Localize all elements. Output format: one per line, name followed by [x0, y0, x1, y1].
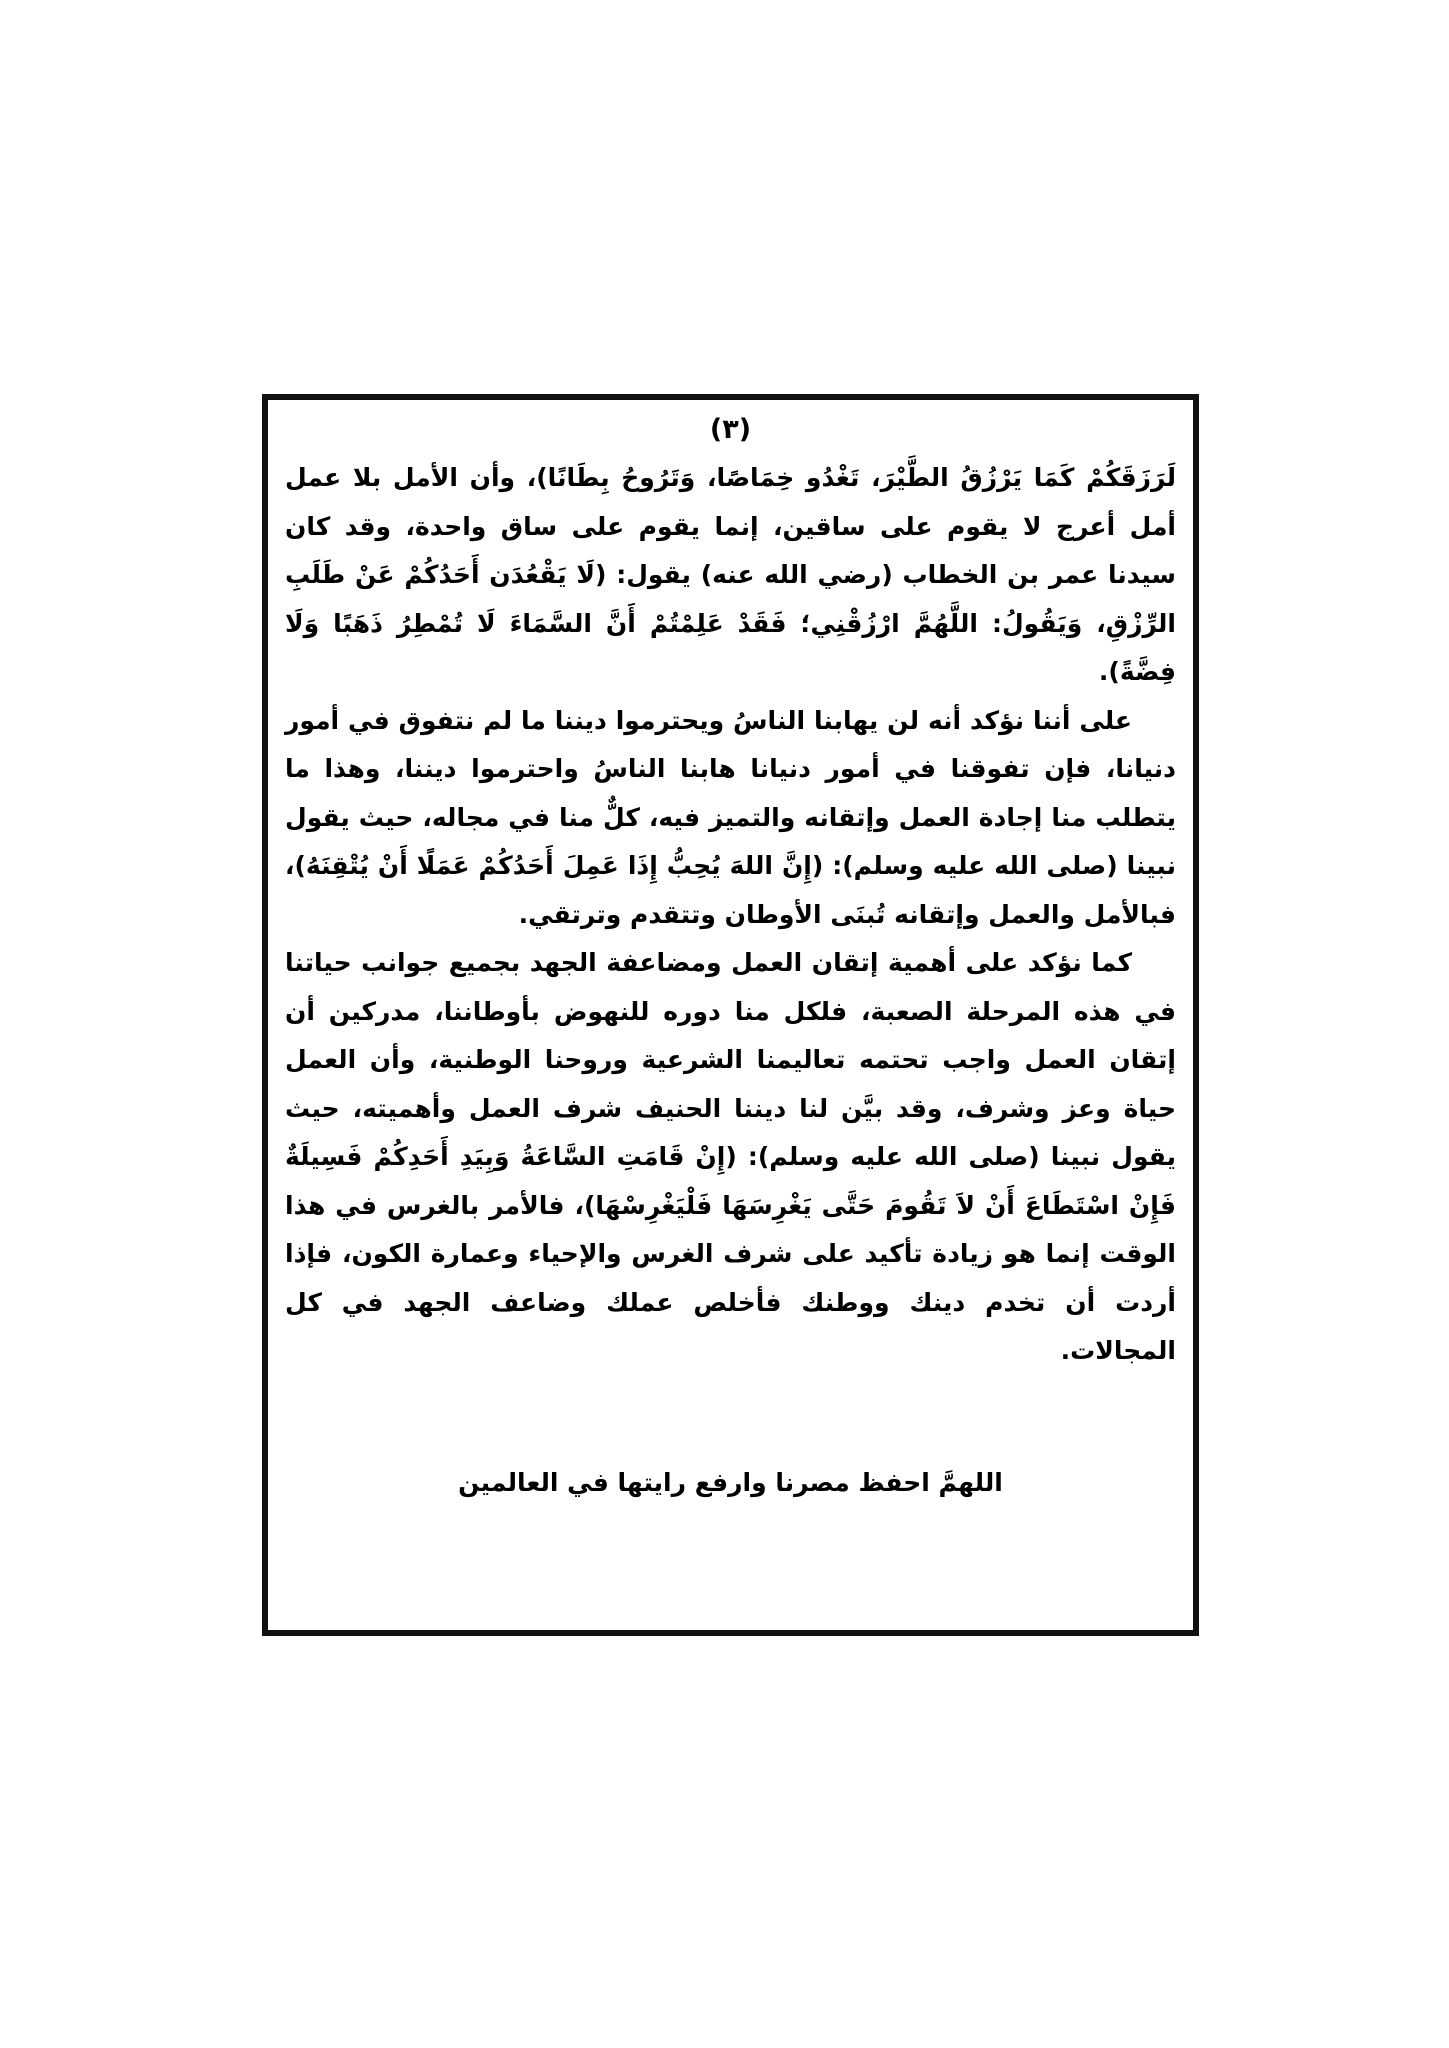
page-frame — [262, 394, 1199, 1636]
paragraph-3: كما نؤكد على أهمية إتقان العمل ومضاعفة الجهد بجميع جوانب حياتنا في هذه المرحلة الصعبة، فلكل منا دوره للنهوض بأوطاننا، مدركين أن إتقان العمل واجب تحتمه تعاليمنا الشرعية وروحنا الوطنية، وأن العمل حياة وعز وشرف، وقد بيَّن لنا ديننا الحنيف شرف العمل وأهميته، حيث يقول نبينا (صلى الله عليه وسلم): (إِنْ قَامَتِ السَّاعَةُ وَبِيَدِ أَحَدِكُمْ فَسِيلَةٌ فَإِنْ اسْتَطَاعَ أَنْ لاَ تَقُومَ حَتَّى يَغْرِسَهَا فَلْيَغْرِسْهَا)، فالأمر بالغرس في هذا الوقت إنما هو زيادة تأكيد على شرف الغرس والإحياء وعمارة الكون، فإذا أردت أن تخدم دينك ووطنك فأخلص عملك وضاعف الجهد في كل المجالات. — [285, 948, 1176, 1365]
closing-prayer: اللهمَّ احفظ مصرنا وارفع رايتها في العالمين — [458, 1468, 1003, 1497]
paragraph-2: على أننا نؤكد أنه لن يهابنا الناسُ ويحترموا ديننا ما لم نتفوق في أمور دنيانا، فإن تفوقنا في أمور دنيانا هابنا الناسُ واحترموا ديننا، وهذا ما يتطلب منا إجادة العمل وإتقانه والتميز فيه، كلٌّ منا في مجاله، حيث يقول نبينا (صلى الله عليه وسلم): (إِنَّ اللهَ يُحِبُّ إِذَا عَمِلَ أَحَدُكُمْ عَمَلًا أَنْ يُتْقِنَهُ)، فبالأمل والعمل وإتقانه تُبنَى الأوطان وتتقدم وترتقي. — [285, 705, 1176, 929]
page-number: (٣) — [709, 414, 752, 445]
paragraph-1: لَرَزَقَكُمْ كَمَا يَرْزُقُ الطَّيْرَ، تَغْدُو خِمَاصًا، وَتَرُوحُ بِطَانًا)، وأن الأمل بلا عمل أمل أعرج لا يقوم على ساقين، إنما يقوم على ساق واحدة، وقد كان سيدنا عمر بن الخطاب (رضي الله عنه) يقول: (لَا يَقْعُدَن أَحَدُكُمْ عَنْ طَلَبِ الرِّزْقِ، وَيَقُولُ: اللَّهُمَّ ارْزُقْنِي؛ فَقَدْ عَلِمْتُمْ أَنَّ السَّمَاءَ لَا تُمْطِرُ ذَهَبًا وَلَا فِضَّةً). — [285, 463, 1176, 686]
body-text — [285, 454, 1176, 1376]
